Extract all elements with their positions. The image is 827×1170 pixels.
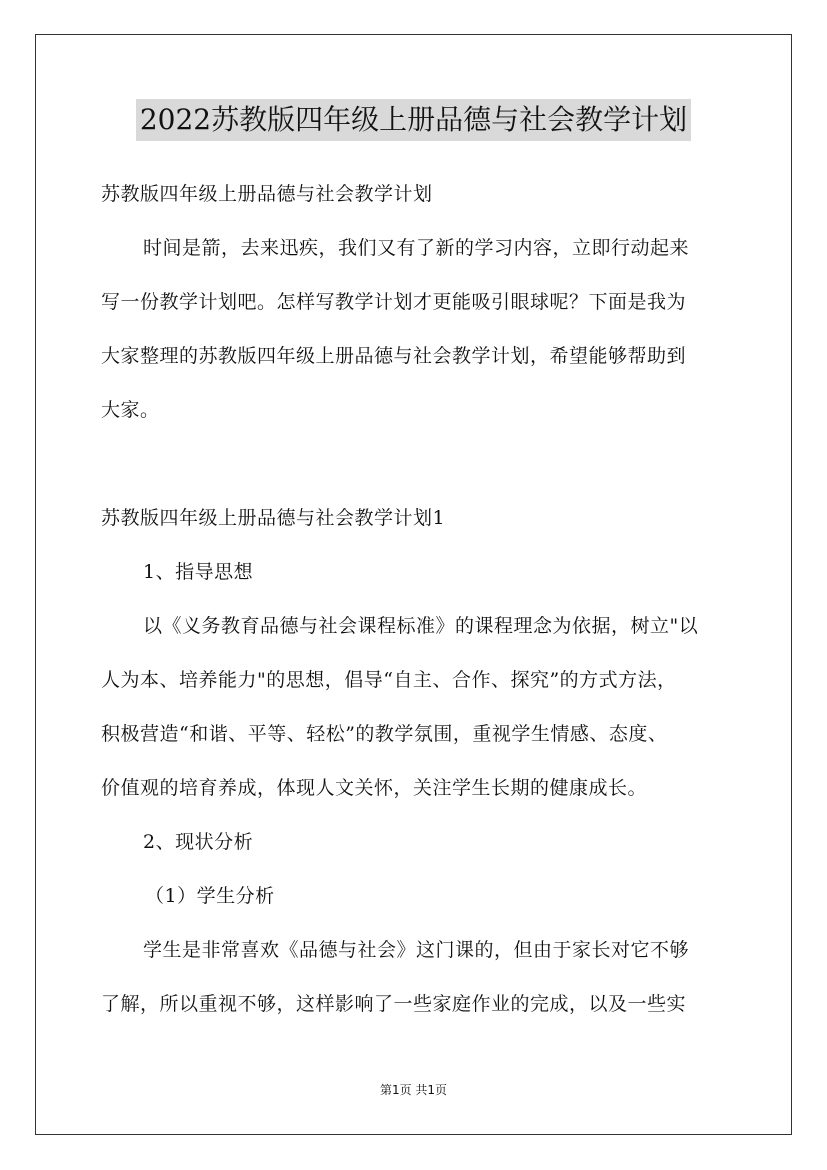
paragraph-line: 大家。 (101, 399, 160, 421)
subtitle-line: 苏教版四年级上册品德与社会教学计划 (101, 183, 433, 205)
subsection-heading: 2、现状分析 (143, 831, 254, 853)
paragraph-line: 价值观的培育养成，体现人文关怀，关注学生长期的健康成长。 (101, 777, 648, 799)
title-container (0, 99, 827, 141)
page-footer: 第1页 共1页 (379, 1083, 448, 1097)
paragraph-line: 人为本、培养能力"的思想，倡导“自主、合作、探究”的方式方法， (101, 669, 677, 691)
paragraph-line: 写一份教学计划吧。怎样写教学计划才更能吸引眼球呢？下面是我为 (101, 291, 687, 313)
paragraph-line: 以《义务教育品德与社会课程标准》的课程理念为依据，树立"以 (143, 615, 699, 637)
paragraph-line: 大家整理的苏教版四年级上册品德与社会教学计划，希望能够帮助到 (101, 345, 687, 367)
paragraph-line: 时间是箭，去来迅疾，我们又有了新的学习内容，立即行动起来 (143, 237, 690, 259)
paragraph-line: 了解，所以重视不够，这样影响了一些家庭作业的完成，以及一些实 (101, 993, 687, 1015)
paragraph-line: 积极营造“和谐、平等、轻松”的教学氛围，重视学生情感、态度、 (101, 723, 668, 745)
paragraph-line: 学生是非常喜欢《品德与社会》这门课的，但由于家长对它不够 (143, 939, 690, 961)
subsection-heading: （1）学生分析 (145, 885, 275, 907)
subsection-heading: 1、指导思想 (143, 561, 254, 583)
section-heading: 苏教版四年级上册品德与社会教学计划1 (101, 507, 446, 529)
document-title: 2022苏教版四年级上册品德与社会教学计划 (136, 99, 691, 141)
